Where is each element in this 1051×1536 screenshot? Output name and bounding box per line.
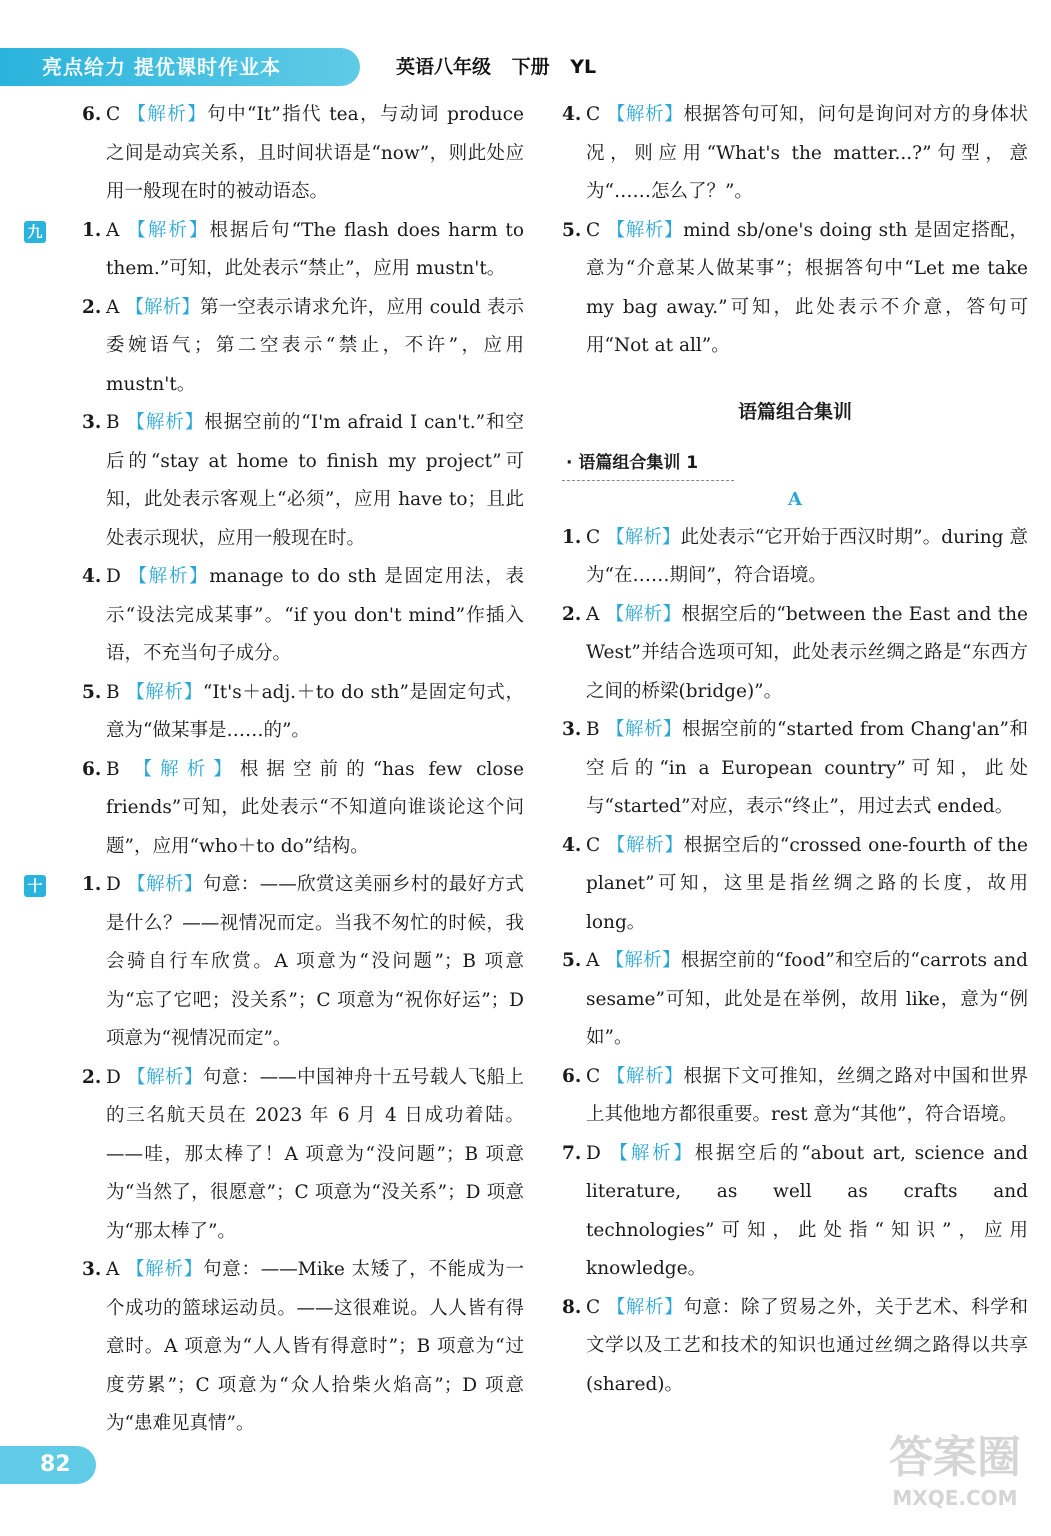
answer-item (60, 1059, 524, 1252)
right-column (562, 96, 1028, 1404)
analysis-tag: 【解析】 (125, 296, 200, 318)
question-number: 5. (562, 219, 582, 241)
answer-letter: B (586, 719, 600, 740)
question-number: 1. (82, 219, 102, 241)
analysis-tag: 【解析】 (606, 1296, 684, 1318)
book-title-banner: 亮点给力 提优课时作业本 (0, 48, 360, 86)
watermark-mark: 答案圈 (889, 1432, 1021, 1483)
page-number: 82 (0, 1446, 96, 1484)
answer-letter: D (106, 1066, 121, 1088)
question-number: 2. (82, 1066, 102, 1088)
analysis-tag: 【解析】 (127, 104, 208, 125)
question-number: 3. (82, 1259, 102, 1280)
analysis-tag: 【解析】 (606, 219, 684, 241)
question-number: 2. (82, 296, 102, 318)
answer-letter: D (106, 566, 121, 587)
part-label: A (788, 488, 802, 510)
answer-item (562, 1135, 1028, 1289)
question-number: 3. (562, 719, 582, 740)
analysis-text: 根据空前的“I'm afraid I can't.”和空后的“stay at home to finish my project”可知，此处表示客观上“必须”，应用 have to；且此处表示现状，应用一般现在时。 (106, 412, 524, 549)
question-number: 1. (82, 874, 102, 895)
answer-item (27, 866, 524, 1059)
answer-item (562, 212, 1028, 366)
answer-letter: D (586, 1142, 601, 1164)
analysis-text: 句意：除了贸易之外，关于艺术、科学和文学以及工艺和技术的知识也通过丝绸之路得以共享(shared)。 (586, 1296, 1028, 1395)
answer-item (60, 558, 524, 674)
analysis-text: 根据空后的“between the East and the West”并结合选项可知，此处表示丝绸之路是“东西方之间的桥梁(bridge)”。 (586, 603, 1028, 702)
analysis-text: 根据空前的“started from Chang'an”和空后的“in a European country”可知，此处与“started”对应，表示“终止”，用过去式 ended。 (586, 719, 1028, 817)
answer-item (60, 289, 524, 405)
answer-item (60, 96, 524, 212)
answer-letter: C (586, 104, 601, 125)
answer-item (60, 751, 524, 867)
analysis-text: 句中“It”指代 tea，与动词 produce 之间是动宾关系，且时间状语是“now”，则此处应用一般现在时的被动语态。 (106, 104, 524, 202)
answer-item (562, 711, 1028, 827)
answer-item (27, 212, 524, 289)
answer-letter: A (106, 1259, 120, 1280)
watermark-logo (870, 1430, 1040, 1530)
answer-letter: C (586, 1296, 601, 1318)
analysis-text: 根据后句“The flash does harm to them.”可知，此处表示“禁止”，应用 mustn't。 (106, 219, 524, 279)
analysis-text: 根据空前的“food”和空后的“carrots and sesame”可知，此处是在举例，故用 like，意为“例如”。 (586, 950, 1028, 1048)
question-number: 2. (562, 603, 582, 625)
answer-letter: B (106, 681, 120, 703)
analysis-text: 根据答句可知，问句是询问对方的身体状况，则应用“What's the matter...?”句型，意为“……怎么了？”。 (586, 104, 1028, 202)
answer-item (60, 674, 524, 751)
answer-letter: C (586, 1065, 601, 1087)
analysis-text: 根据空后的“about art, science and literature, as well as crafts and technologies”可知，此处指“知识”，应用 knowledge。 (586, 1142, 1028, 1279)
answer-item (562, 519, 1028, 596)
analysis-tag: 【解析】 (127, 874, 203, 895)
subject-label: 英语八年级 下册 YL (396, 56, 597, 78)
answer-item (562, 596, 1028, 712)
question-number: 4. (82, 566, 102, 587)
answer-letter: A (106, 296, 120, 318)
analysis-text: 根据空后的“crossed one-fourth of the planet”可知，这里是指丝绸之路的长度，故用 long。 (586, 834, 1028, 933)
analysis-tag: 【解析】 (605, 603, 682, 625)
analysis-text: 句意：——Mike 太矮了，不能成为一个成功的篮球运动员。——这很难说。人人皆有得意时。A 项意为“人人皆有得意时”；B 项意为“过度劳累”；C 项意为“众人拾柴火焰高”；D 项意为“患难见真情”。 (106, 1259, 524, 1434)
analysis-text: manage to do sth 是固定用法，表示“设法完成某事”。“if you don't mind”作插入语，不充当句子成分。 (106, 566, 524, 664)
answer-item (562, 1289, 1028, 1405)
analysis-tag: 【解析】 (605, 950, 681, 971)
answer-letter: B (106, 412, 120, 433)
right-bottom-answers (562, 519, 1028, 1405)
question-number: 8. (562, 1296, 582, 1318)
analysis-tag: 【解析】 (127, 1066, 203, 1088)
analysis-text: 此处表示“它开始于西汉时期”。during 意为“在……期间”，符合语境。 (586, 526, 1028, 586)
answer-letter: C (106, 104, 121, 125)
analysis-tag: 【解析】 (126, 1259, 204, 1280)
analysis-tag: 【解析】 (606, 526, 681, 548)
analysis-text: 句意：——中国神舟十五号载人飞船上的三名航天员在 2023 年 6 月 4 日成功着陆。——哇，那太棒了！A 项意为“没问题”；B 项意为“当然了，很愿意”；C 项意为“没关系”；D 项意为“那太棒了”。 (106, 1066, 524, 1242)
analysis-tag: 【解析】 (609, 1142, 695, 1164)
question-number: 3. (82, 412, 102, 433)
analysis-tag: 【解析】 (128, 566, 210, 587)
analysis-text: 根据下文可推知，丝绸之路对中国和世界上其他地方都很重要。rest 意为“其他”，符合语境。 (586, 1065, 1028, 1125)
question-number: 6. (562, 1065, 582, 1087)
section-badge: 十 (24, 875, 46, 897)
answer-letter: A (586, 603, 600, 625)
analysis-tag: 【解析】 (126, 412, 205, 433)
analysis-tag: 【解析】 (126, 681, 203, 703)
analysis-text: “It's＋adj.＋to do sth”是固定句式，意为“做某事是……的”。 (106, 681, 524, 741)
answer-letter: C (586, 526, 601, 548)
answer-item (562, 96, 1028, 212)
page-header (0, 48, 1051, 88)
answer-letter: C (586, 834, 601, 856)
analysis-tag: 【解析】 (133, 758, 240, 780)
section-badge: 九 (24, 221, 46, 243)
answer-item (562, 1058, 1028, 1135)
watermark-url: MXQE.COM (892, 1486, 1018, 1510)
answer-letter: A (586, 950, 600, 971)
answer-item (60, 404, 524, 558)
right-top-answers (562, 96, 1028, 366)
question-number: 6. (82, 104, 102, 125)
analysis-tag: 【解析】 (606, 834, 684, 856)
analysis-tag: 【解析】 (127, 219, 210, 241)
answer-letter: B (106, 758, 120, 780)
answer-letter: D (106, 874, 121, 895)
question-number: 5. (82, 681, 102, 703)
analysis-text: 句意：——欣赏这美丽乡村的最好方式是什么？——视情况而定。当我不匆忙的时候，我会骑自行车欣赏。A 项意为“没问题”；B 项意为“忘了它吧；没关系”；C 项意为“祝你好运”；D 项意为“视情况而定”。 (106, 874, 524, 1049)
question-number: 4. (562, 104, 582, 125)
answer-item (562, 942, 1028, 1058)
analysis-tag: 【解析】 (606, 1065, 684, 1087)
analysis-text: mind sb/one's doing sth 是固定搭配，意为“介意某人做某事”；根据答句中“Let me take my bag away.”可知，此处表示不介意，答句可用“Not at all”。 (586, 219, 1028, 356)
question-number: 5. (562, 950, 582, 971)
answer-letter: C (586, 219, 601, 241)
question-number: 7. (562, 1142, 582, 1164)
answer-item (562, 827, 1028, 943)
section-title: 语篇组合集训 (737, 400, 852, 423)
analysis-text: 根据空前的“has few close friends”可知，此处表示“不知道向谁谈论这个问题”，应用“who＋to do”结构。 (106, 758, 524, 857)
answer-letter: A (106, 219, 120, 241)
answer-item (60, 1251, 524, 1444)
question-number: 1. (562, 526, 582, 548)
question-number: 6. (82, 758, 102, 780)
analysis-tag: 【解析】 (606, 719, 683, 740)
analysis-text: 第一空表示请求允许，应用 could 表示委婉语气；第二空表示“禁止，不许”，应用 mustn't。 (106, 296, 524, 395)
analysis-tag: 【解析】 (606, 104, 684, 125)
sub-section-title: · 语篇组合集训 1 (562, 446, 734, 481)
question-number: 4. (562, 834, 582, 856)
left-column (27, 96, 524, 1444)
